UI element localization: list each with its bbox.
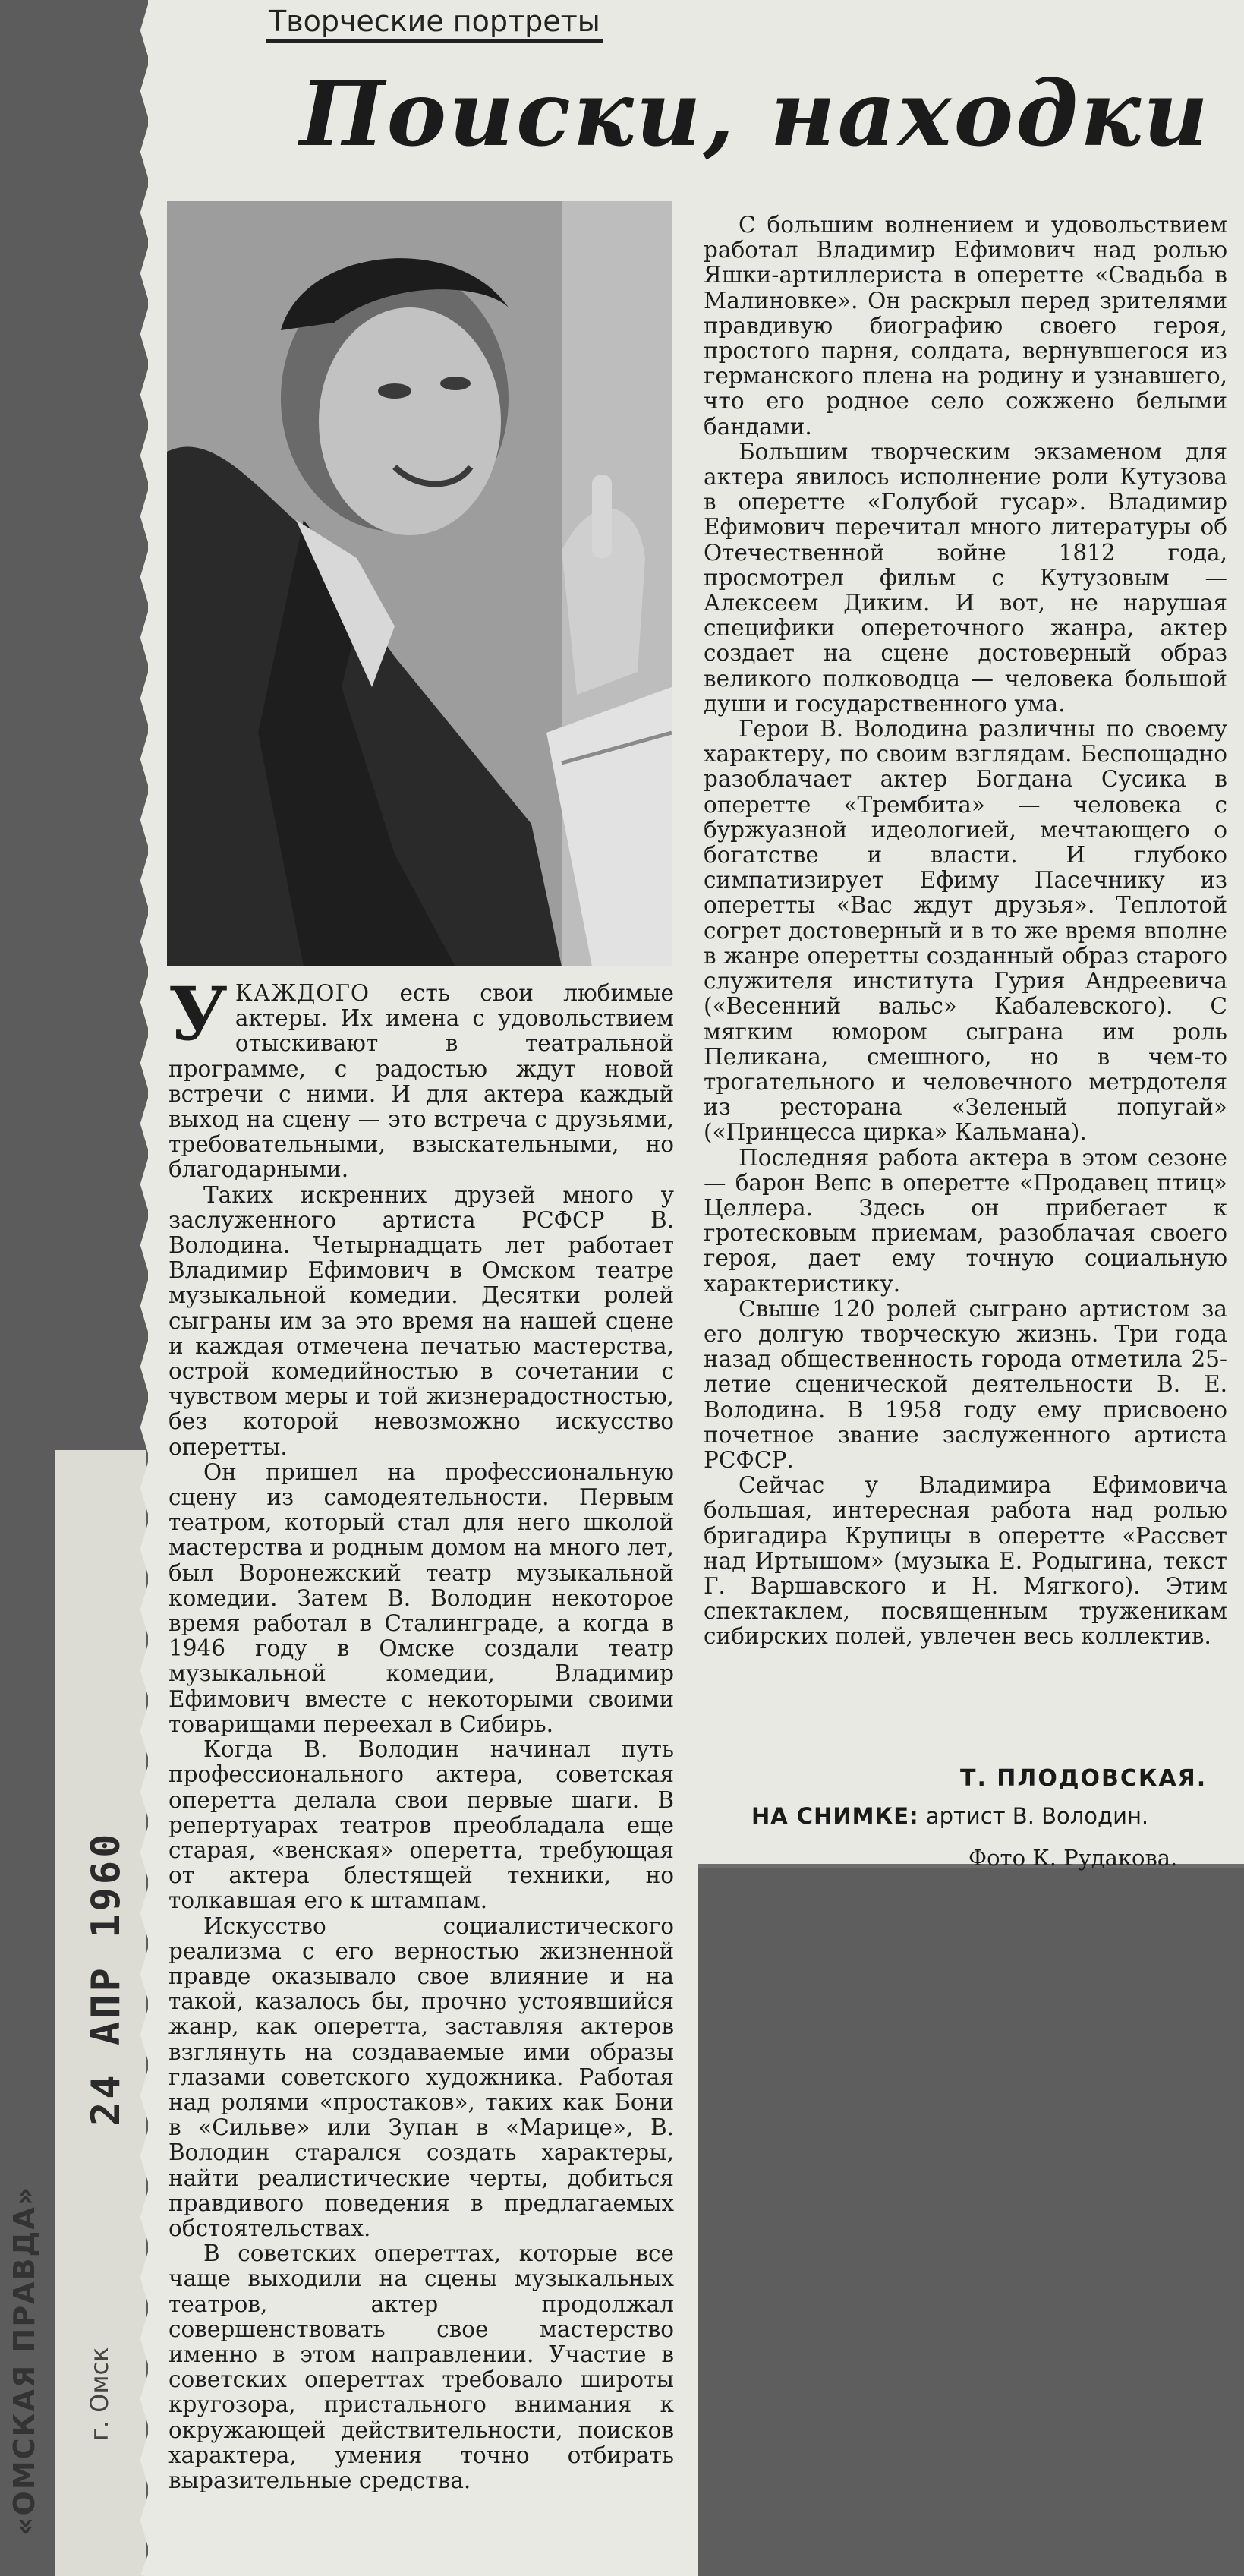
serrated-edge (138, 0, 159, 2576)
paragraph: Таких искренних друзей много у заслуженного артиста РСФСР В. Володина. Четырнадцать лет работает Владимир Ефимович в Омском театре музыкальной комедии. Десятки ролей сыграны им за это время на нашей сцене и каждая отмечена печатью мастерства, острой комедийностью в сочетании с чувством меры и той жизнерадостностью, без которой невозможно искусство оперетты. (168, 1181, 674, 1460)
paragraph: В советских опереттах, которые все чаще выходили на сцены музыкальных театров, актер продолжал совершенствовать свое мастерство именно в этом направлении. Участие в советских опереттах требовало широты кругозора, пристального внимания к окружающей действительности, поисков характера, умения точно отбирать выразительные средства. (168, 2240, 674, 2493)
paragraph: Он пришел на профессиональную сцену из самодеятельности. Первым театром, который стал для него школой мастерства и родным домом на много лет, был Воронежский театр музыкальной комедии. Затем В. Володин некоторое время работал в Сталинграде, а когда в 1946 году в Омске создали театр музыкальной комедии, Владимир Ефимович вместе с некоторыми своими товарищами переехал в Сибирь. (168, 1458, 674, 1737)
paragraph: Искусство социалистического реализма с его верностью жизненной правде оказывало свое влияние и на такой, казалось бы, прочно устоявшийся жанр, как оперетта, заставляя актеров взглянуть на создаваемые ими образы глазами советского художника. Работая над ролями «простаков», таких как Бони в «Сильве» или Зупан в «Марице», В. Володин старался создать характеры, найти реалистические черты, добиться правдивого поведения в предлагаемых обстоятельствах. (168, 1912, 674, 2241)
article-column-left (168, 971, 674, 2493)
article-headline: Поиски, находки (300, 61, 1211, 166)
paragraph: Герои В. Володина различны по своему характеру, по своим взглядам. Беспощадно разоблачает актер Богдана Сусика в оперетте «Трембита» — человека с буржуазной идеологией, мечтающего о богатстве и власти. И глубоко симпатизирует Ефиму Пасечнику из оперетты «Вас ждут друзья». Теплотой согрет достоверный и в то же время вполне в жанре оперетты созданный образ старого служителя института Гурия Андреевича («Весенний вальс» Кабалевского). С мягким юмором сыграна им роль Пеликана, смешного, но в чем-то трогательного и человечного метрдотеля из ресторана «Зеленый попугай» («Принцесса цирка» Кальмана). (704, 716, 1227, 1146)
article-column-right (704, 213, 1227, 1650)
city-stamp: г. Омск (85, 2347, 114, 2441)
section-rubric: Творческие портреты (266, 5, 603, 43)
paragraph: С большим волнением и удовольствием работал Владимир Ефимович над ролью Яшки-артиллериста в оперетте «Свадьба в Малиновке». Он раскрыл перед зрителями правдивую биографию своего героя, простого парня, солдата, вернувшегося из германского плена на родину и узнавшего, что его родное село сожжено белыми бандами. (704, 212, 1227, 440)
newspaper-stamp: «ОМСКАЯ ПРАВДА» (8, 2185, 41, 2536)
lead-text: есть свои любимые актеры. Их имена с удовольствием отыскивают в театральной программе, с радостью ждут новой встречи с ними. И для актера каждый выход на сцену — это встреча с друзьями, требовательными, взыскательными, но благодарными. (168, 980, 674, 1183)
scan-background-right (698, 1868, 1244, 2576)
paragraph: Когда В. Володин начинал путь профессионального актера, советская оперетта делала свои первые шаги. В репертуарах театров преобладала еще старая, «венская» оперетта, требующая от актера блестящей техники, но толкавшая его к штампам. (168, 1736, 674, 1914)
date-stamp (83, 2027, 129, 2126)
author-signature: Т. ПЛОДОВСКАЯ. (960, 1765, 1208, 1792)
portrait-illustration (167, 201, 672, 966)
paragraph: Свыше 120 ролей сыграно артистом за его долгую творческую жизнь. Три года назад общественность города отметила 25-летие сценической деятельности В. Е. Володина. В 1958 году ему присвоено почетное звание заслуженного артиста РСФСР. (704, 1295, 1227, 1473)
drop-cap: У (168, 971, 228, 1057)
paragraph: Сейчас у Владимира Ефимовича большая, интересная работа над ролью бригадира Крупицы в оперетте «Рассвет над Иртышом» (музыка Е. Родыгина, текст Г. Варшавского и Н. Мягкого). Этим спектаклем, посвященным труженикам сибирских полей, увлечен весь коллектив. (704, 1472, 1227, 1650)
paragraph: Большим творческим экзаменом для актера явилось исполнение роли Кутузова в оперетте «Голубой гусар». Владимир Ефимович перечитал много литературы об Отечественной войне 1812 года, просмотрел фильм с Кутузовым — Алексеем Диким. И вот, не нарушая специфики опереточного жанра, актер создает на сцене достоверный образ великого полководца — человека большой души и государственного ума. (704, 438, 1227, 717)
lead-paragraph (168, 971, 674, 1183)
photo-caption (751, 1803, 1148, 1829)
actor-photo (167, 201, 672, 966)
lead-caps: КАЖДОГО (235, 980, 370, 1006)
photo-credit: Фото К. Рудакова. (968, 1845, 1178, 1871)
caption-label: НА СНИМКЕ: (751, 1803, 919, 1829)
caption-text: артист В. Володин. (918, 1803, 1149, 1829)
paragraph: Последняя работа актера в этом сезоне — барон Вепс в оперетте «Продавец птиц» Целлера. Здесь он прибегает к гротесковым приемам, разоблачая своего героя, дает ему точную социальную характеристику. (704, 1144, 1227, 1297)
